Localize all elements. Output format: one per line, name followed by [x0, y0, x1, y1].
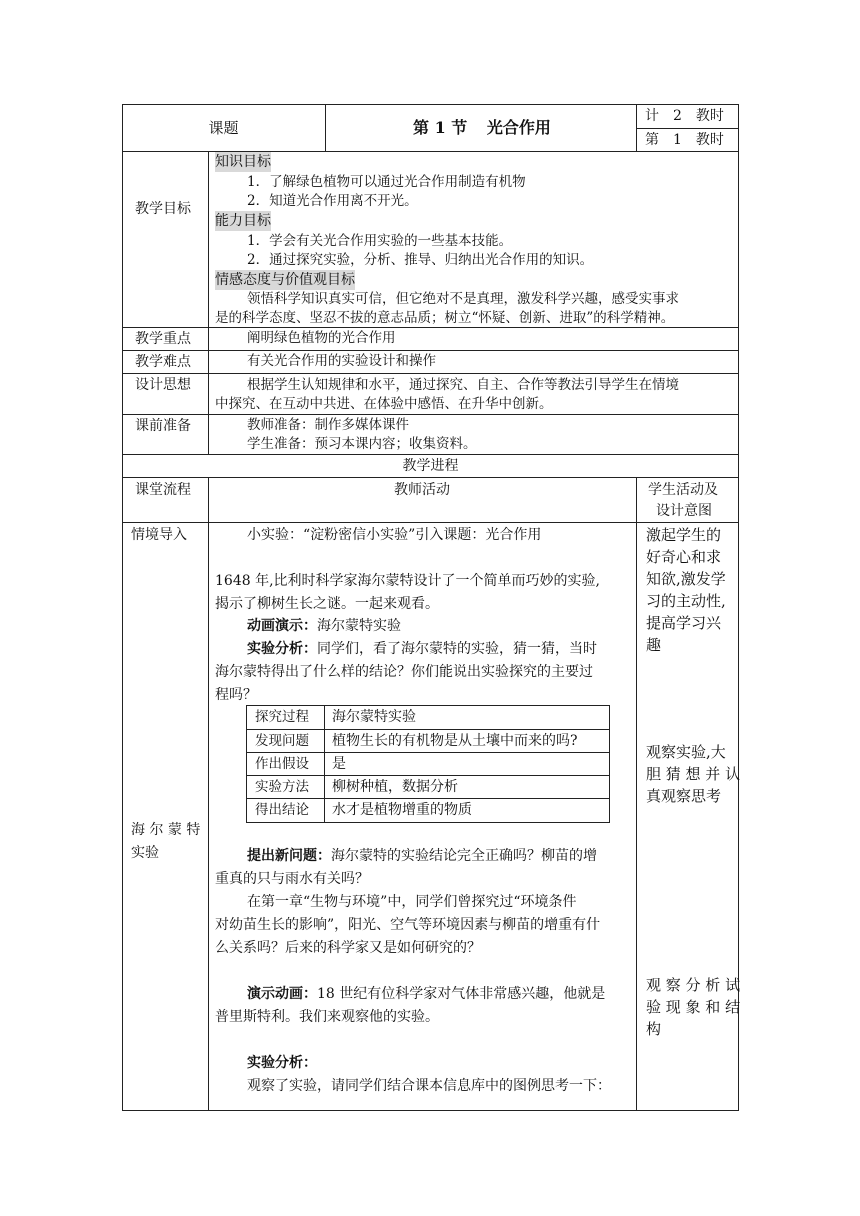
key-point-label: 教学重点: [135, 331, 191, 347]
helmont-student-2: 胆 猜 想 并 认: [646, 765, 741, 783]
key-point-text: 阐明绿色植物的光合作用: [247, 330, 396, 346]
process-divider-1: [208, 477, 209, 1111]
intro-small-experiment: 小实验：“淀粉密信小实验”引入课题：光合作用: [247, 527, 542, 543]
intro-student-3: 知欲,激发学: [646, 570, 726, 588]
header-hours-divider: [636, 128, 739, 129]
inner-table-value: 柳树种植，数据分析: [332, 779, 458, 795]
intro-animation-text: 海尔蒙特实验: [317, 618, 401, 634]
header-divider-1: [325, 104, 326, 152]
demo-line-1: 演示动画：18 世纪有位科学家对气体非常感兴趣，他就是: [247, 986, 606, 1002]
last-line: 观察了实验，请同学们结合课本信息库中的图例思考一下：: [247, 1078, 611, 1094]
label-column-divider: [208, 151, 209, 454]
new-question-label: 提出新问题：: [247, 848, 331, 864]
difficulty-label: 教学难点: [135, 354, 191, 370]
inner-table-key: 作出假设: [255, 756, 309, 772]
ability-item-2: 2．通过探究实验，分析、推导、归纳出光合作用的知识。: [247, 252, 594, 268]
table-border-right: [738, 104, 739, 1111]
col-teacher-header: 教师活动: [394, 482, 450, 498]
ability-title: 能力目标: [215, 213, 271, 229]
intro-student-6: 趣: [646, 636, 662, 654]
inner-table-line-0: [246, 705, 610, 706]
lesson-section: 第 1 节: [413, 118, 468, 137]
prep-student: 学生准备：预习本课内容；收集资料。: [247, 436, 477, 452]
chapter1-line-3: 么关系吗？后来的科学家又是如何研究的？: [215, 940, 481, 956]
emotion-line-1: 领悟科学知识真实可信，但它绝对不是真理，激发科学兴趣，感受实事求: [247, 291, 679, 307]
hours-current: 第 1 教时: [645, 132, 724, 148]
table-border-top: [122, 104, 739, 105]
row-line-4: [122, 373, 739, 374]
lesson-title: [413, 118, 551, 138]
inner-table-key: 发现问题: [255, 733, 309, 749]
helmont-flow-2: 实验: [131, 845, 159, 861]
analysis-label-2: 实验分析：: [247, 1055, 317, 1071]
helmont-flow-1: 海 尔 蒙 特: [131, 822, 201, 838]
inner-table-mid: [324, 705, 325, 823]
new-question-2: 重真的只与雨水有关吗？: [215, 871, 369, 887]
emotion-title: 情感态度与价值观目标: [215, 272, 355, 288]
difficulty-text: 有关光合作用的实验设计和操作: [247, 353, 436, 369]
ability-item-1: 1．学会有关光合作用实验的一些基本技能。: [247, 233, 513, 249]
intro-student-1: 激起学生的: [646, 526, 722, 544]
design-line-1: 根据学生认知规律和水平，通过探究、自主、合作等教法引导学生在情境: [247, 377, 679, 393]
inner-table-line-5: [246, 822, 610, 823]
intro-student-4: 习的主动性,: [646, 592, 726, 610]
row-line-7: [122, 477, 739, 478]
prep-teacher: 教师准备：制作多媒体课件: [247, 417, 409, 433]
prep-label: 课前准备: [135, 418, 191, 434]
intro-history-2: 揭示了柳树生长之谜。一起来观看。: [215, 596, 439, 612]
inner-table-right: [609, 705, 610, 823]
helmont-student-1: 观察实验,大: [646, 743, 726, 761]
helmont-student-3: 真观察思考: [646, 787, 722, 805]
inner-table-line-4: [246, 798, 610, 799]
helmont-student2-3: 构: [646, 1020, 662, 1038]
row-line-5: [122, 414, 739, 415]
intro-history-1: 1648 年,比利时科学家海尔蒙特设计了一个简单而巧妙的实验,: [215, 573, 600, 589]
chapter1-line-1: 在第一章“生物与环境”中，同学们曾探究过“环境条件: [247, 894, 577, 910]
hours-total: 计 2 教时: [645, 108, 724, 124]
intro-analysis-1: 实验分析：同学们，看了海尔蒙特的实验，猜一猜，当时: [247, 641, 597, 657]
row-line-6: [122, 454, 739, 455]
chapter1-line-2: 对幼苗生长的影响”，阳光、空气等环境因素与柳苗的增重有什: [215, 917, 601, 933]
knowledge-item-1: 1．了解绿色植物可以通过光合作用制造有机物: [247, 174, 526, 190]
demo-line-2: 普里斯特利。我们来观察他的实验。: [215, 1009, 439, 1025]
col-student-header-1: 学生活动及: [648, 482, 718, 498]
intro-animation-label: 动画演示：: [247, 618, 317, 634]
inner-table-line-2: [246, 752, 610, 753]
knowledge-title: 知识目标: [215, 154, 271, 170]
lesson-name: 光合作用: [486, 118, 551, 137]
process-title: 教学进程: [402, 458, 459, 474]
process-divider-2: [636, 477, 637, 1111]
inner-table-value: 植物生长的有机物是从土壤中而来的吗?: [332, 733, 578, 749]
subject-label: 课题: [208, 119, 239, 137]
design-line-2: 中探究、在互动中共进、在体验中感悟、在升华中创新。: [215, 396, 553, 412]
intro-animation: [247, 616, 401, 636]
inner-table-key: 实验方法: [255, 779, 309, 795]
intro-analysis-3: 程吗？: [215, 687, 257, 703]
intro-student-2: 好奇心和求: [646, 548, 722, 566]
intro-flow-label: 情境导入: [131, 527, 187, 543]
knowledge-item-2: 2．知道光合作用离不开光。: [247, 193, 418, 209]
table-border-left: [122, 104, 123, 1111]
design-label: 设计思想: [135, 377, 191, 393]
helmont-student2-2: 验 现 象 和 结: [646, 998, 741, 1016]
intro-analysis-label: 实验分析：: [247, 641, 317, 657]
col-flow-header: 课堂流程: [135, 482, 191, 498]
inner-table-value: 是: [332, 756, 346, 772]
new-question-1: 提出新问题：海尔蒙特的实验结论完全正确吗？柳苗的增: [247, 848, 597, 864]
inner-table-value: 水才是植物增重的物质: [332, 802, 472, 818]
demo-label: 演示动画：: [247, 986, 317, 1002]
inner-table-line-3: [246, 775, 610, 776]
table-border-bottom: [122, 1110, 739, 1111]
intro-analysis-2: 海尔蒙特得出了什么样的结论？你们能说出实验探究的主要过: [215, 664, 593, 680]
inner-table-key: 得出结论: [255, 802, 309, 818]
col-student-header-2: 设计意图: [656, 503, 712, 519]
inner-table-line-1: [246, 729, 610, 730]
intro-student-5: 提高学习兴: [646, 614, 722, 632]
inner-table-left: [246, 705, 247, 823]
inner-table-value: 海尔蒙特实验: [332, 709, 416, 725]
emotion-line-2: 是的科学态度、坚忍不拔的意志品质；树立“怀疑、创新、进取”的科学精神。: [215, 310, 675, 326]
inner-table-key: 探究过程: [255, 709, 309, 725]
helmont-student2-1: 观 察 分 析 试: [646, 976, 741, 994]
objectives-label: 教学目标: [135, 201, 191, 217]
row-line-8: [122, 522, 739, 523]
